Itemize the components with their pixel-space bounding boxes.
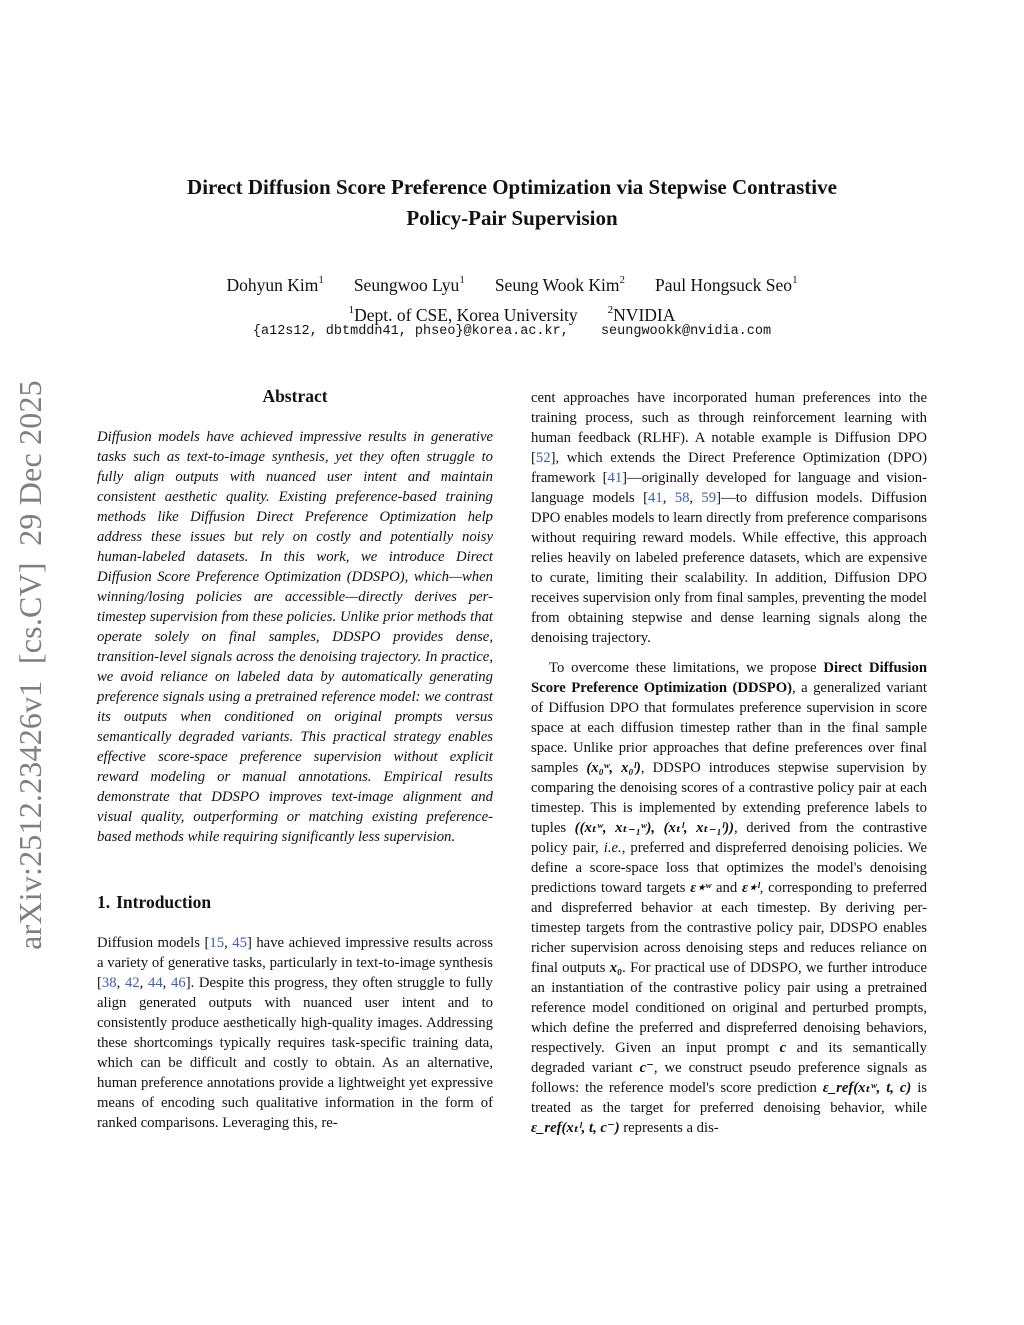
intro-paragraph-2: cent approaches have incorporated human preferences into the training process, such as through reinforcement learning with human feedback (RLHF). A notable example is Diffusion DPO [52], which extends the Direct Preference Optimization (DPO) framework [41]—originally developed for language and vision-language models [41, 58, 59]—to diffusion models. Diffusion DPO enables models to learn directly from preference comparisons without requiring reward models. While effective, this approach relies heavily on labeled preference datasets, which are expensive to curate, limiting their scalability. In addition, Diffusion DPO receives supervision only from final samples, preventing the model from obtaining stepwise and dense learning signals along the denoising trajectory.: [531, 390, 928, 646]
email-korea: {a12s12, dbtmddn41, phseo}@korea.ac.kr,: [252, 324, 569, 339]
author: Paul Hongsuck Seo$^1$: [654, 274, 798, 295]
math-expression: ε⋆ʷ: [690, 880, 712, 896]
author: Dohyun Kim$^1$: [226, 274, 324, 295]
arxiv-side-stamp: [8, 372, 52, 958]
citation-link[interactable]: 42: [124, 975, 140, 991]
intro-paragraph-3: To overcome these limitations, we propose Direct Diffusion Score Preference Optimization (DDSPO), a generalized variant of Diffusion DPO that formulates preference supervision in score space at each diffusion timestep rather than in the final sample space. Unlike prior approaches that define preferences over final samples (x₀ʷ, x₀ˡ), DDSPO introduces stepwise supervision by comparing the denoising scores of a contrastive policy pair at each timestep. This is implemented by extending preference labels to tuples ((xₜʷ, xₜ₋₁ʷ), (xₜˡ, xₜ₋₁ˡ)), derived from the contrastive policy pair, i.e., preferred and dispreferred denoising policies. We define a score-space loss that optimizes the model's denoising predictions toward targets ε⋆ʷ and ε⋆ˡ, corresponding to preferred and dispreferred behavior at each timestep. By deriving per-timestep targets from the contrastive policy pair, DDSPO enables richer supervision across denoising steps and reduces reliance on final outputs x₀. For practical use of DDSPO, we further introduce an instantiation of the contrastive policy pair using a pretrained reference model conditioned on original and perturbed prompts, which define the preferred and dispreferred denoising behaviors, respectively. Given an input prompt c and its semantically degraded variant c⁻, we construct pseudo preference signals as follows: the reference model's score prediction ε_ref(xₜʷ, t, c) is treated as the target for preferred denoising behavior, while ε_ref(xₜˡ, t, c⁻) represents a dis-: [531, 660, 928, 1136]
right-column: [531, 388, 927, 1138]
abstract-text: Diffusion models have achieved impressive results in generative tasks such as text-to-image synthesis, yet they often struggle to fully align outputs with nuanced user intent and maintain consistent aesthetic quality. Existing preference-based training methods like Diffusion Direct Preference Optimization help address these issues but rely on costly and potentially noisy human-labeled datasets. In this work, we introduce Direct Diffusion Score Preference Optimization (DDSPO), which—when winning/losing policies are accessible—directly derives per-timestep supervision from these policies. Unlike prior methods that operate solely on final samples, DDSPO provides dense, transition-level signals across the denoising trajectory. In practice, we avoid reliance on labeled data by automatically generating preference signals using a pretrained reference model: we contrast its outputs when conditioned on original prompts versus semantically degraded variants. This practical strategy enables effective score-space preference supervision without explicit reward modeling or manual annotations. Empirical results demonstrate that DDSPO improves text-image alignment and visual quality, outperforming or matching existing preference-based methods while requiring significantly less supervision.: [97, 429, 493, 845]
author-block: [120, 268, 904, 328]
citation-link[interactable]: 46: [171, 975, 186, 991]
citation-link[interactable]: 41: [648, 490, 663, 506]
citation-link[interactable]: 15: [209, 935, 225, 951]
intro-paragraph-1: Diffusion models [15, 45] have achieved impressive results across a variety of generative tasks, particularly in text-to-image synthesis [38, 42, 44, 46]. Despite this progress, they often struggle to fully align generated outputs with nuanced user intent and to consistently produce aesthetically high-quality images. Addressing these shortcomings typically requires task-specific training data, which can be difficult and costly to obtain. As an alternative, human preference annotations provide a lightweight yet expressive means of encoding such qualitative information in the form of ranked comparisons. Leveraging this, re-: [97, 935, 494, 1131]
author-emails: [120, 322, 904, 342]
math-expression: c⁻: [639, 1060, 654, 1076]
citation-link[interactable]: 58: [674, 490, 690, 506]
math-expression: ε⋆ˡ: [741, 880, 760, 896]
citation-link[interactable]: 38: [101, 975, 117, 991]
section-heading-introduction: 1. Introduction: [97, 892, 212, 912]
affiliation: $^1$Dept. of CSE, Korea University: [348, 303, 578, 325]
math-expression: c: [779, 1040, 787, 1056]
citation-link[interactable]: 45: [232, 935, 247, 951]
citation-link[interactable]: 59: [701, 490, 717, 506]
title-line-2: Policy-Pair Supervision: [406, 206, 618, 230]
math-expression: x₀: [609, 960, 623, 976]
left-column: [97, 385, 493, 1133]
abstract-heading: Abstract: [262, 386, 328, 406]
title-line-1: Direct Diffusion Score Preference Optimization via Stepwise Contrastive: [187, 175, 837, 199]
author: Seungwoo Lyu$^1$: [353, 274, 465, 295]
affiliation: $^2$NVIDIA: [607, 303, 676, 325]
author: Seung Wook Kim$^2$: [494, 274, 625, 295]
email-nvidia: seungwookk@nvidia.com: [600, 324, 772, 339]
method-name: Direct Diffusion Score Preference Optimization (DDSPO): [531, 660, 927, 696]
citation-link[interactable]: 41: [607, 470, 623, 486]
math-expression: ε_ref(xₜʷ, t, c): [822, 1080, 912, 1096]
author-list: [120, 268, 904, 298]
citation-link[interactable]: 52: [535, 450, 551, 466]
citation-link[interactable]: 44: [147, 975, 163, 991]
paper-title: [120, 172, 904, 234]
arxiv-stamp-text: arXiv:2512.23426v1 [cs.CV] 29 Dec 2025: [12, 380, 48, 950]
math-expression: ε_ref(xₜˡ, t, c⁻): [531, 1120, 620, 1136]
math-expression: (x₀ʷ, x₀ˡ): [586, 760, 641, 776]
math-expression: ((xₜʷ, xₜ₋₁ʷ), (xₜˡ, xₜ₋₁ˡ)): [574, 820, 735, 836]
